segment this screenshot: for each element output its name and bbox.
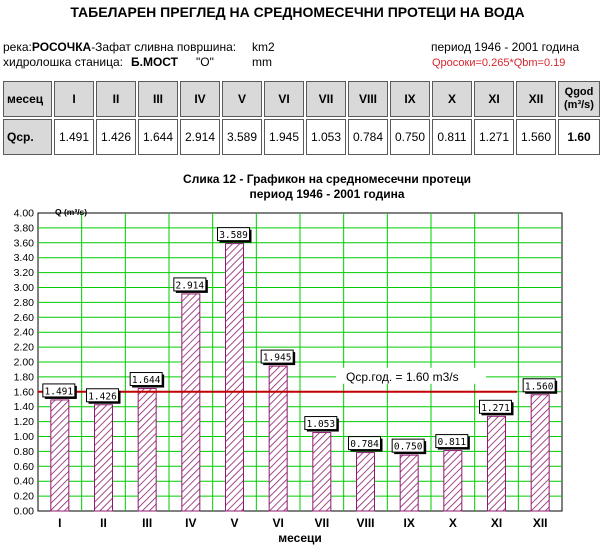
data-label: 1.644 — [131, 375, 161, 387]
header-cell-month: V — [222, 81, 262, 117]
annual-header-line1: Qgod — [564, 86, 594, 98]
station-unit: mm — [252, 55, 272, 69]
data-label: 0.811 — [437, 437, 467, 449]
station-name: Б.МОСТ — [131, 55, 178, 69]
header-cell-month: VII — [306, 81, 346, 117]
y-tick-label: 3.20 — [13, 267, 34, 280]
station-prefix: хидролошка станица: — [3, 55, 123, 69]
x-tick-label: II — [100, 516, 107, 530]
data-label: 1.426 — [88, 391, 117, 403]
bar — [488, 416, 506, 511]
data-label: 1.053 — [306, 419, 336, 431]
y-tick-label: 1.20 — [13, 416, 34, 429]
data-label: 0.784 — [350, 439, 379, 451]
x-tick-label: VIII — [356, 516, 375, 530]
header-cell-month-label: месец — [3, 81, 52, 117]
x-tick-label: X — [448, 516, 457, 530]
bar — [269, 366, 287, 511]
data-label: 1.560 — [524, 381, 554, 393]
x-tick-label: IV — [185, 516, 197, 530]
table-header-row — [3, 81, 600, 117]
x-tick-label: I — [58, 516, 62, 530]
chart-title-line2: период 1946 - 2001 година — [249, 187, 405, 201]
value-cell: 1.560 — [516, 119, 556, 155]
y-tick-label: 3.60 — [13, 237, 34, 250]
y-tick-label: 0.00 — [13, 505, 34, 518]
y-tick-label: 2.40 — [13, 326, 34, 339]
y-tick-label: 3.40 — [13, 252, 34, 265]
river-prefix: река: — [3, 40, 32, 54]
data-label: 3.589 — [219, 230, 248, 242]
bar — [357, 453, 375, 511]
value-cell: 1.491 — [54, 119, 94, 155]
x-tick-label: V — [230, 516, 239, 530]
y-tick-label: 3.80 — [13, 222, 34, 235]
bar — [138, 389, 156, 511]
y-axis-label: Q (m³/s) — [55, 207, 88, 217]
x-tick-label: VI — [272, 516, 284, 530]
y-tick-label: 2.80 — [13, 296, 34, 309]
header-cell-month: VI — [264, 81, 304, 117]
table-values-row — [3, 119, 600, 155]
x-tick-label: III — [142, 516, 153, 530]
bar — [51, 400, 69, 511]
value-cell: 1.053 — [306, 119, 346, 155]
period-text: период 1946 - 2001 година — [431, 40, 580, 54]
formula-text: Qросоки=0.265*Qbm=0.19 — [432, 57, 566, 69]
mean-label: Qср.год. = 1.60 m3/s — [346, 369, 459, 384]
y-tick-label: 2.00 — [13, 356, 34, 369]
y-tick-label: 0.80 — [13, 445, 34, 458]
bar — [95, 405, 113, 511]
x-tick-label: XI — [490, 516, 503, 530]
bar-chart — [0, 200, 610, 558]
value-cell: 0.784 — [348, 119, 388, 155]
y-tick-label: 4.00 — [13, 207, 34, 220]
header-cell-month: XII — [516, 81, 556, 117]
header-cell-month: III — [138, 81, 178, 117]
value-cell: 1.945 — [264, 119, 304, 155]
river-name: РОСОЧКА — [31, 40, 92, 54]
station-quote: "О" — [196, 55, 214, 69]
header-cell-annual — [558, 81, 600, 117]
header-cell-month: X — [432, 81, 472, 117]
values-row-label: Qср. — [3, 119, 52, 155]
river-suffix: -Зафат сливна површина: — [91, 40, 237, 54]
value-cell: 2.914 — [180, 119, 220, 155]
value-cell: 1.426 — [96, 119, 136, 155]
y-tick-label: 3.00 — [13, 282, 34, 294]
x-axis-label: месеци — [278, 531, 322, 545]
y-tick-label: 0.20 — [13, 490, 34, 503]
value-cell: 0.811 — [432, 119, 472, 155]
x-tick-label: VII — [314, 516, 330, 530]
data-label: 1.271 — [481, 402, 510, 414]
chart-title-line1: Слика 12 - Графикон на средномесечни протеци — [183, 172, 471, 186]
header-cell-month: XI — [474, 81, 514, 117]
y-tick-label: 1.60 — [13, 386, 34, 399]
x-tick-label: XII — [532, 516, 548, 530]
annual-value-cell: 1.60 — [558, 119, 600, 155]
bar — [226, 244, 244, 511]
bar — [531, 395, 549, 511]
y-tick-label: 0.40 — [13, 475, 34, 488]
y-tick-label: 0.60 — [13, 460, 34, 473]
y-tick-label: 1.00 — [13, 431, 34, 443]
area-unit: km2 — [252, 40, 275, 54]
y-tick-label: 2.60 — [13, 311, 34, 324]
value-cell: 1.644 — [138, 119, 178, 155]
bar — [444, 451, 462, 511]
bar — [313, 433, 331, 511]
value-cell: 0.750 — [390, 119, 430, 155]
data-label: 1.491 — [44, 386, 74, 398]
page-title: ТАБЕЛАРЕН ПРЕГЛЕД НА СРЕДНОМЕСЕЧНИ ПРОТЕЦИ НА ВОДА — [70, 4, 525, 20]
data-label: 1.945 — [262, 352, 292, 364]
y-tick-label: 2.20 — [13, 341, 34, 354]
river-info — [3, 40, 236, 54]
summary-table — [1, 79, 602, 157]
chart-title — [0, 172, 610, 202]
header-cell-month: IX — [390, 81, 430, 117]
header-cell-month: IV — [180, 81, 220, 117]
data-label: 2.914 — [175, 280, 205, 292]
y-tick-label: 1.80 — [13, 371, 34, 384]
y-tick-label: 1.40 — [13, 401, 34, 414]
header-cell-month: II — [96, 81, 136, 117]
data-label: 0.750 — [393, 441, 423, 453]
header-cell-month: VIII — [348, 81, 388, 117]
bar — [400, 455, 418, 511]
value-cell: 1.271 — [474, 119, 514, 155]
bar — [182, 294, 200, 511]
annual-header-line2: (m³/s) — [564, 99, 594, 111]
value-cell: 3.589 — [222, 119, 262, 155]
x-tick-label: IX — [403, 516, 415, 530]
header-cell-month: I — [54, 81, 94, 117]
